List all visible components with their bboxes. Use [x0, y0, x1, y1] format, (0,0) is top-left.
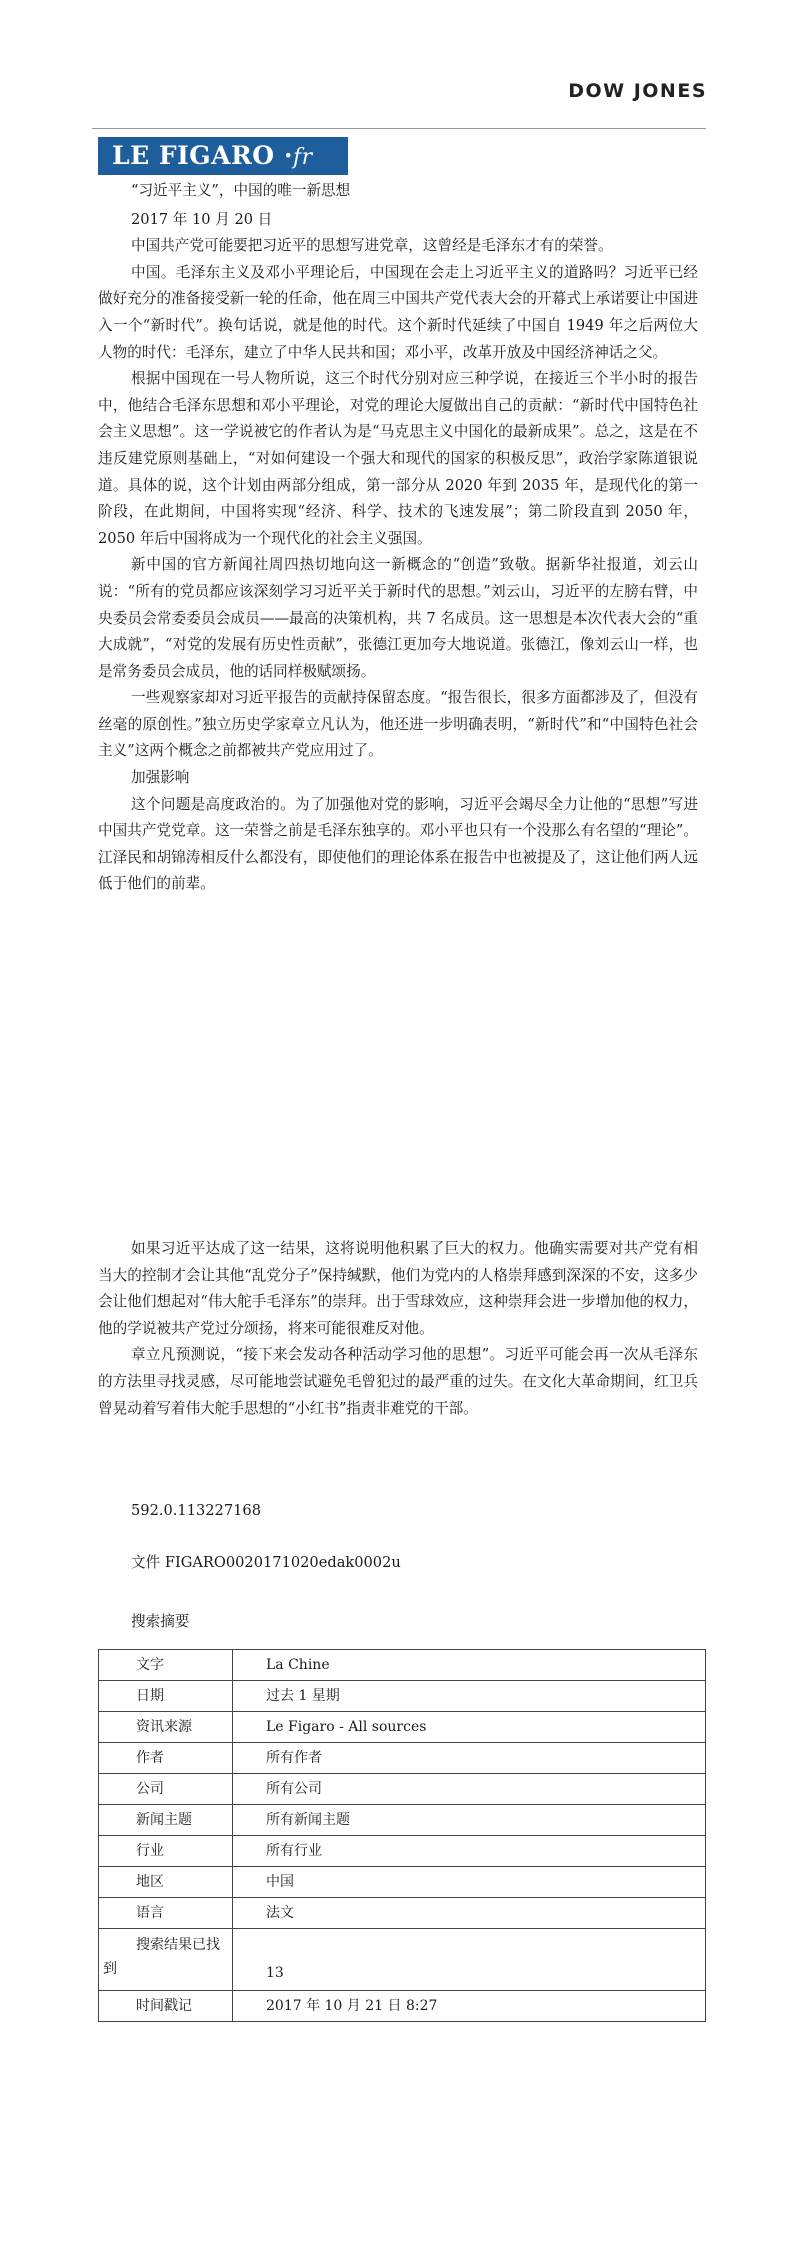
summary-key: 文字	[99, 1650, 233, 1681]
results-key-line1: 搜索结果已找	[136, 1937, 220, 1953]
header-divider	[92, 128, 706, 129]
summary-key: 时间戳记	[99, 1991, 233, 2022]
summary-key	[99, 1929, 233, 1991]
article-body	[98, 178, 698, 898]
le-figaro-logo	[98, 137, 348, 175]
article-paragraph: 如果习近平达成了这一结果，这将说明他积累了巨大的权力。他确实需要对共产党有相当大的控制才会让其他“乱党分子”保持缄默，他们为党内的人格崇拜感到深深的不安，这多少会让他们想起对“伟大舵手毛泽东”的崇拜。出于雪球效应，这种崇拜会进一步增加他的权力，他的学说被共产党过分颂扬，将来可能很难反对他。	[98, 1240, 698, 1337]
table-row	[99, 1743, 706, 1774]
article-paragraph: 根据中国现在一号人物所说，这三个时代分别对应三种学说，在接近三个半小时的报告中，他结合毛泽东思想和邓小平理论，对党的理论大厦做出自己的贡献：“新时代中国特色社会主义思想”。这一学说被它的作者认为是“马克思主义中国化的最新成果”。总之，这是在不违反建党原则基础上，“对如何建设一个强大和现代的国家的积极反思”，政治学家陈道银说道。具体的说，这个计划由两部分组成，第一部分从 2020 年到 2035 年，是现代化的第一阶段，在此期间，中国将实现“经济、科学、技术的飞速发展”；第二阶段直到 2050 年，2050 年后中国将成为一个现代化的社会主义强国。	[98, 370, 698, 547]
results-key-line2: 到	[103, 1961, 117, 1977]
table-row	[99, 1774, 706, 1805]
table-row-results	[99, 1929, 706, 1991]
document-id: 592.0.113227168	[131, 1502, 261, 1519]
table-row	[99, 1650, 706, 1681]
search-summary-title: 搜索摘要	[131, 1613, 190, 1630]
article-paragraph: 新中国的官方新闻社周四热切地向这一新概念的“创造”致敬。据新华社报道，刘云山说：“所有的党员都应该深刻学习习近平关于新时代的思想。”刘云山，习近平的左膀右臂，中央委员会常委委员会成员——最高的决策机构，共 7 名成员。这一思想是本次代表大会的“重大成就”，“对党的发展有历史性贡献”，张德江更加夸大地说道。张德江，像刘云山一样，也是常务委员会成员，他的话同样极赋颂扬。	[98, 556, 698, 680]
logo-dot: ·	[283, 141, 294, 170]
summary-value: 过去 1 星期	[233, 1681, 706, 1712]
summary-value: 所有作者	[233, 1743, 706, 1774]
summary-value: 所有公司	[233, 1774, 706, 1805]
logo-name: LE FIGARO	[112, 141, 275, 170]
table-row	[99, 1681, 706, 1712]
article-title: “习近平主义”，中国的唯一新思想	[131, 182, 351, 199]
table-row	[99, 1867, 706, 1898]
summary-value: 法文	[233, 1898, 706, 1929]
table-row	[99, 1991, 706, 2022]
table-row	[99, 1805, 706, 1836]
table-row	[99, 1712, 706, 1743]
summary-key: 语言	[99, 1898, 233, 1929]
summary-key: 作者	[99, 1743, 233, 1774]
summary-key: 行业	[99, 1836, 233, 1867]
article-paragraph: 这个问题是高度政治的。为了加强他对党的影响，习近平会竭尽全力让他的“思想”写进中国共产党党章。这一荣誉之前是毛泽东独享的。邓小平也只有一个没那么有名望的“理论”。江泽民和胡锦涛相反什么都没有，即使他们的理论体系在报告中也被提及了，这让他们两人远低于他们的前辈。	[98, 795, 698, 893]
article-paragraph: 章立凡预测说，“接下来会发动各种活动学习他的思想”。习近平可能会再一次从毛泽东的方法里寻找灵感，尽可能地尝试避免毛曾犯过的最严重的过失。在文化大革命期间，红卫兵曾晃动着写着伟大舵手思想的“小红书”指责非难党的干部。	[98, 1346, 698, 1417]
summary-value: 中国	[233, 1867, 706, 1898]
article-paragraph: 中国共产党可能要把习近平的思想写进党章，这曾经是毛泽东才有的荣誉。	[131, 237, 613, 255]
summary-key: 地区	[99, 1867, 233, 1898]
section-heading: 加强影响	[131, 769, 190, 787]
summary-key: 资讯来源	[99, 1712, 233, 1743]
summary-value: La Chine	[233, 1650, 706, 1681]
dow-jones-brand: DOW JONES	[568, 80, 707, 102]
summary-value: 所有新闻主题	[233, 1805, 706, 1836]
summary-value: 2017 年 10 月 21 日 8:27	[233, 1991, 706, 2022]
summary-value: Le Figaro - All sources	[233, 1712, 706, 1743]
summary-key: 新闻主题	[99, 1805, 233, 1836]
table-row	[99, 1836, 706, 1867]
search-summary-table	[98, 1649, 706, 2022]
article-date: 2017 年 10 月 20 日	[131, 210, 273, 228]
summary-value: 13	[233, 1929, 706, 1991]
logo-suffix: fr	[293, 145, 313, 170]
document-file-reference: 文件 FIGARO0020171020edak0002u	[131, 1554, 401, 1571]
summary-key: 日期	[99, 1681, 233, 1712]
table-row	[99, 1898, 706, 1929]
summary-value: 所有行业	[233, 1836, 706, 1867]
summary-key: 公司	[99, 1774, 233, 1805]
article-paragraph: 一些观察家却对习近平报告的贡献持保留态度。“报告很长，很多方面都涉及了，但没有丝毫的原创性。”独立历史学家章立凡认为，他还进一步明确表明，“新时代”和“中国特色社会主义”这两个概念之前都被共产党应用过了。	[98, 689, 698, 760]
article-body-continued	[98, 1236, 698, 1422]
article-paragraph: 中国。毛泽东主义及邓小平理论后，中国现在会走上习近平主义的道路吗？习近平已经做好充分的准备接受新一轮的任命，他在周三中国共产党代表大会的开幕式上承诺要让中国进入一个“新时代”。换句话说，就是他的时代。这个新时代延续了中国自 1949 年之后两位大人物的时代：毛泽东，建立了中华人民共和国；邓小平，改革开放及中国经济神话之父。	[98, 263, 698, 361]
